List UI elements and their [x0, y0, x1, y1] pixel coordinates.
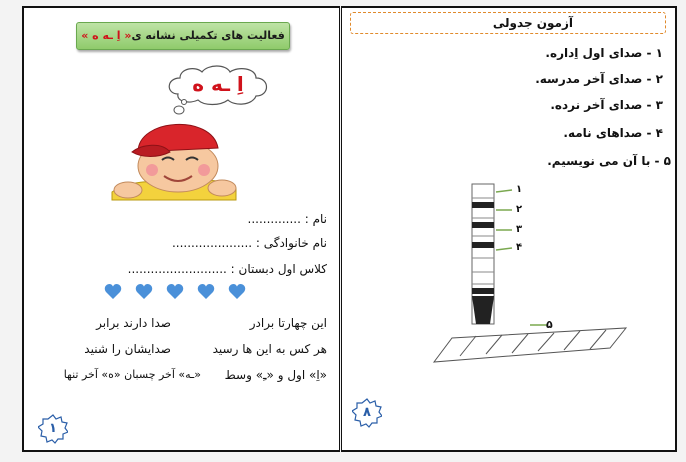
heart-icon — [228, 284, 246, 300]
poem-line1-right: این چهارتا برادر — [249, 316, 327, 330]
left-page-number: ۱ — [49, 421, 57, 436]
grid-label-2: ۲ — [516, 204, 523, 215]
boy-cap-illustration — [102, 108, 242, 204]
question-5: ۵ - با آن می نویسیم. — [547, 154, 671, 168]
question-3: ۳ - صدای آخر نرده. — [550, 98, 663, 112]
right-page — [341, 6, 677, 452]
question-1: ۱ - صدای اول اِداره. — [545, 46, 663, 60]
grid-label-1: ۱ — [516, 184, 523, 195]
poem-line3-right: «اِ» اول و «ـِ» وسط — [224, 368, 327, 382]
hearts-row — [104, 284, 246, 300]
banner-letters: « اِ ـه ه » — [81, 29, 132, 42]
grid-label-3: ۳ — [516, 224, 523, 235]
class-field: کلاس اول دبستان : .......................... — [127, 262, 327, 276]
right-page-number: ۸ — [363, 405, 371, 420]
poem-line3-left: «ـه» آخر چسبان «ه» آخر تنها — [63, 368, 201, 381]
question-4: ۴ - صداهای نامه. — [563, 126, 663, 140]
question-2: ۲ - صدای آخر مدرسه. — [535, 72, 663, 86]
grid-label-5: ۵ — [546, 318, 553, 331]
heart-icon — [135, 284, 153, 300]
banner-prefix: فعالیت های تکمیلی نشانه ی — [131, 29, 285, 42]
quiz-title: آزمون جدولی — [350, 12, 666, 34]
heart-icon — [166, 284, 184, 300]
poem-line2-left: صدایشان را شنید — [84, 342, 171, 356]
crossword-pencil-grid — [430, 178, 630, 368]
family-name-field: نام خانوادگی : ..................... — [171, 236, 327, 250]
activity-banner — [76, 22, 290, 50]
poem-line1-left: صدا دارند برابر — [96, 316, 171, 330]
name-field: نام : .............. — [247, 212, 327, 226]
thought-letters: اِ ـه ه — [192, 72, 244, 96]
heart-icon — [197, 284, 215, 300]
left-page — [22, 6, 340, 452]
heart-icon — [104, 284, 122, 300]
grid-label-4: ۴ — [516, 242, 523, 253]
poem-line2-right: هر کس به این ها رسید — [212, 342, 327, 356]
